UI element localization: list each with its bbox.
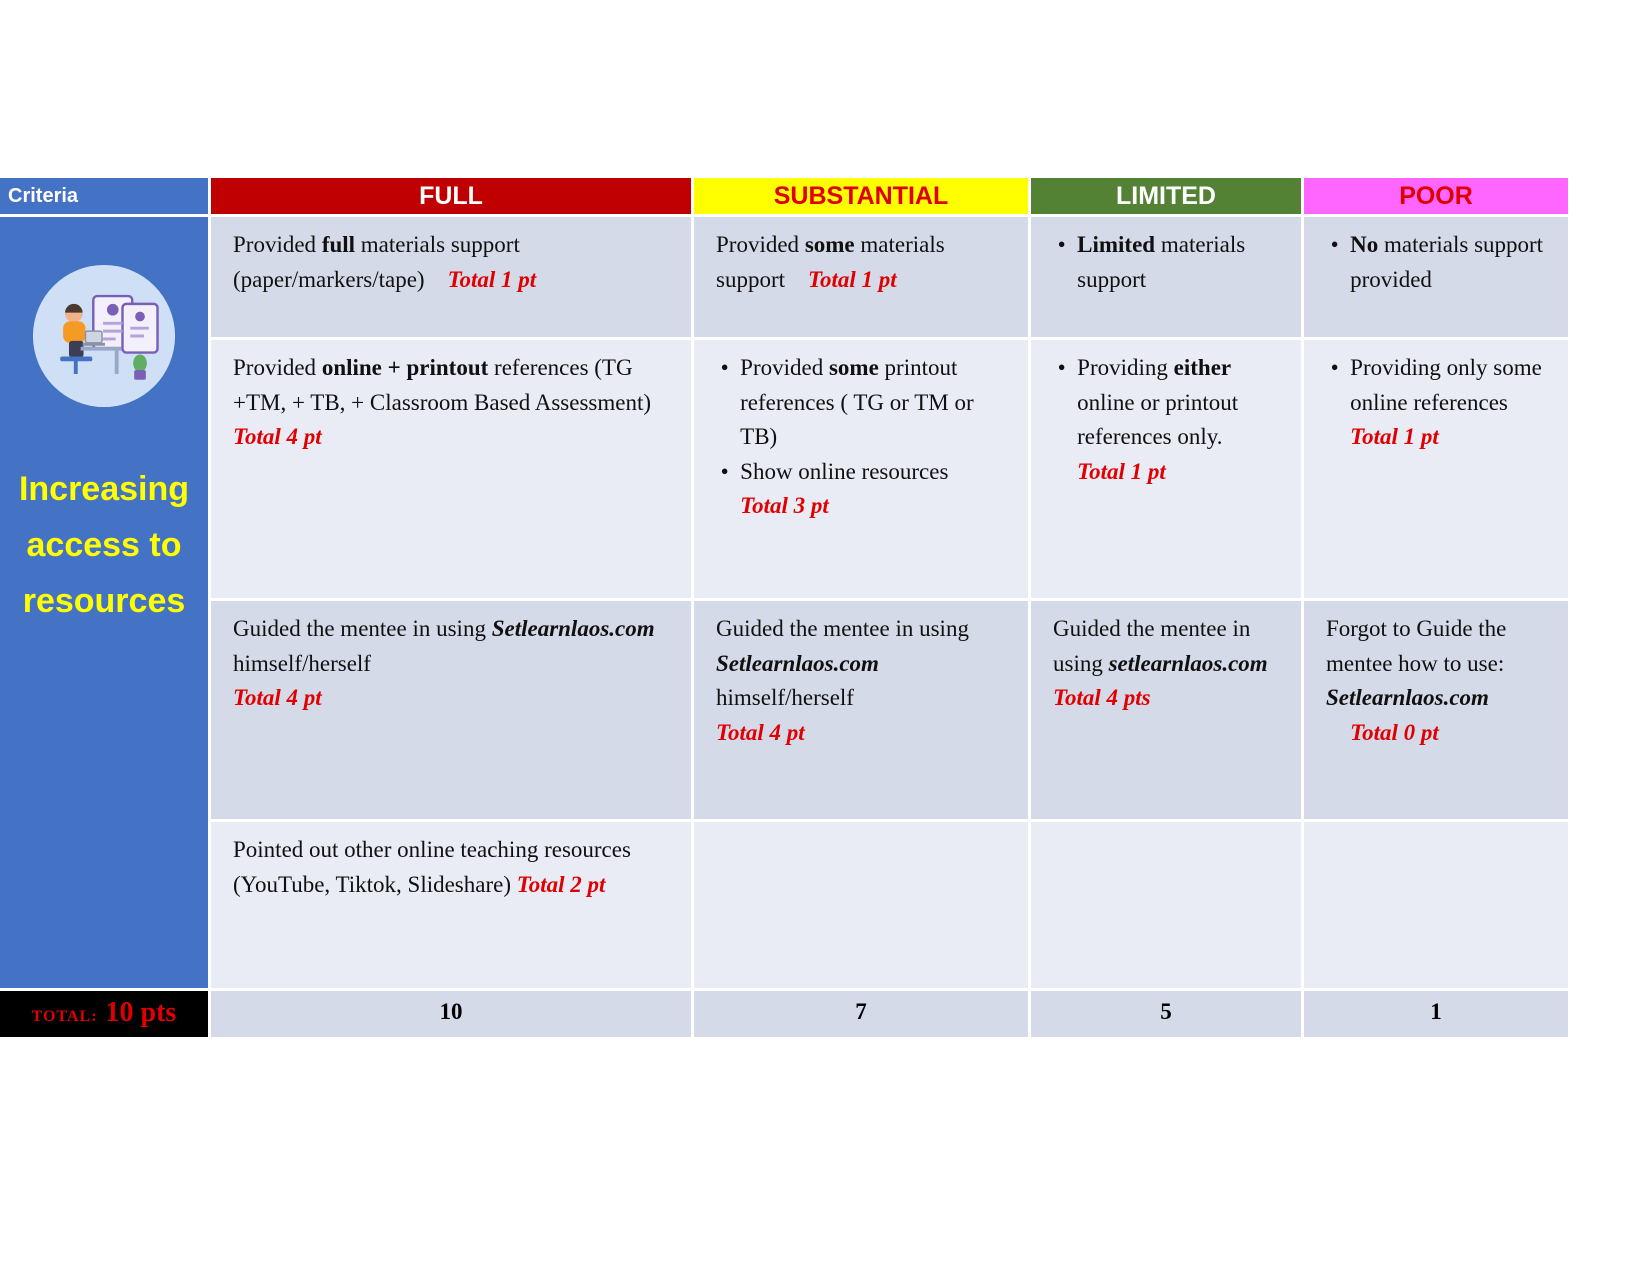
rubric-paragraph: Total 4 pt (233, 424, 322, 449)
total-value: 10 pts (105, 997, 177, 1028)
rubric-paragraph: Total 1 pt (1350, 424, 1439, 449)
rubric-paragraph: Total 4 pt (233, 685, 322, 710)
column-header-limited: LIMITED (1031, 178, 1301, 214)
rubric-cell-full-row2 (211, 340, 691, 598)
criteria-label: Increasing access to resources (18, 470, 190, 621)
column-header-substantial: SUBSTANTIAL (694, 178, 1028, 214)
rubric-paragraph: Guided the mentee in using Setlearnlaos.com himself/herself (233, 616, 655, 676)
rubric-paragraph: Total 4 pts (1053, 685, 1151, 710)
score-substantial: 7 (694, 991, 1028, 1037)
score-full: 10 (211, 991, 691, 1037)
rubric-paragraph: Guided the mentee in using setlearnlaos.com (1053, 616, 1268, 676)
rubric-cell-substantial-row3 (694, 601, 1028, 819)
rubric-cell-poor-row4 (1304, 822, 1568, 988)
column-header-full: FULL (211, 178, 691, 214)
total-label: TOTAL: (31, 1008, 98, 1025)
rubric-cell-full-row4 (211, 822, 691, 988)
person-with-documents-icon (31, 263, 177, 409)
rubric-paragraph: Total 0 pt (1350, 719, 1439, 745)
total-points-cell (0, 991, 208, 1037)
rubric-paragraph: • Limited materials support (1053, 228, 1287, 297)
score-limited: 5 (1031, 991, 1301, 1037)
rubric-paragraph: • Providing only some online references (1326, 351, 1554, 420)
rubric-cell-poor-row1 (1304, 217, 1568, 337)
rubric-paragraph: • Provided some printout references ( TG or TM or TB) (716, 351, 1014, 455)
rubric-cell-limited-row2 (1031, 340, 1301, 598)
rubric-cell-limited-row4 (1031, 822, 1301, 988)
rubric-paragraph: Provided some materials support Total 1 pt (716, 232, 945, 292)
rubric-paragraph: • Show online resources (716, 455, 1014, 490)
rubric-paragraph: Provided online + printout references (TG +TM, + TB, + Classroom Based Assessment) (233, 355, 651, 415)
rubric-paragraph: Total 4 pt (716, 719, 805, 745)
rubric-cell-full-row1 (211, 217, 691, 337)
rubric-paragraph: Forgot to Guide the mentee how to use: Setlearnlaos.com (1326, 616, 1507, 710)
rubric-paragraph: Total 1 pt (1077, 458, 1166, 484)
rubric-cell-full-row3 (211, 601, 691, 819)
rubric-table (0, 178, 1568, 1037)
criteria-cell (0, 217, 208, 988)
column-header-poor: POOR (1304, 178, 1568, 214)
rubric-paragraph: Provided full materials support (paper/markers/tape) Total 1 pt (233, 232, 537, 292)
score-poor: 1 (1304, 991, 1568, 1037)
rubric-paragraph: Total 3 pt (740, 493, 829, 518)
rubric-cell-poor-row3 (1304, 601, 1568, 819)
rubric-cell-poor-row2 (1304, 340, 1568, 598)
rubric-cell-substantial-row4 (694, 822, 1028, 988)
rubric-cell-limited-row1 (1031, 217, 1301, 337)
criteria-column-header: Criteria (0, 178, 208, 214)
rubric-cell-substantial-row1 (694, 217, 1028, 337)
rubric-cell-limited-row3 (1031, 601, 1301, 819)
rubric-cell-substantial-row2 (694, 340, 1028, 598)
rubric-paragraph: • Providing either online or printout references only. (1053, 351, 1287, 455)
rubric-paragraph: • No materials support provided (1326, 228, 1554, 297)
rubric-paragraph: Pointed out other online teaching resources (YouTube, Tiktok, Slideshare) Total 2 pt (233, 837, 631, 897)
rubric-paragraph: Guided the mentee in using Setlearnlaos.com himself/herself (716, 616, 969, 710)
